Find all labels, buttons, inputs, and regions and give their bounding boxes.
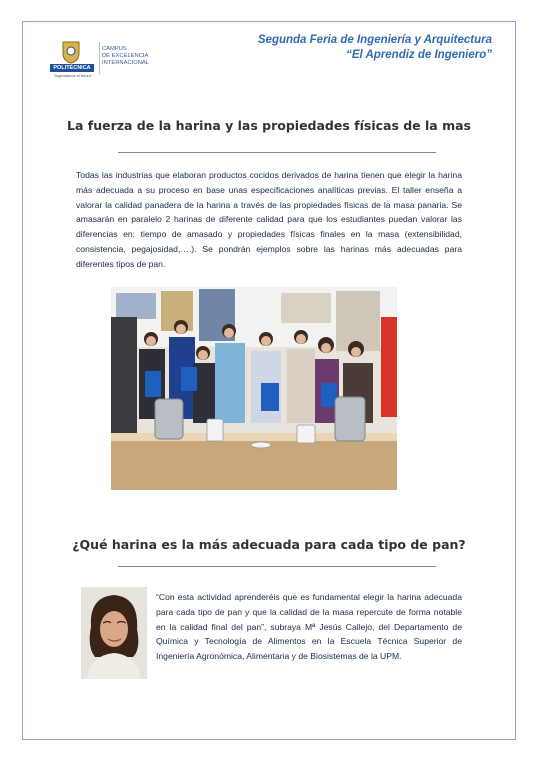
fair-title: Segunda Feria de Ingeniería y Arquitectura — [257, 34, 492, 46]
section-1-paragraph: Todas las industrias que elaboran productos cocidos derivados de harina tienen que elegir la harina más adecuada a su proceso en base unas especificaciones analíticas previas. El taller enseña a valorar la calidad panadera de la harina a través de las propiedades físicas de la masa panaria. Se amasarán en paralelo 2 harinas de diferente calidad para que los estudiantes puedan valorar las diferencias en: tiempo de amasado y propiedades físicas finales en la masa (extensibilidad, consistencia, pegajosidad,….). Se pondrán ejemplos sobre las harinas más adecuadas para diferentes tipos de pan. — [76, 170, 462, 269]
section-2-divider — [118, 566, 436, 567]
section-1-divider — [118, 152, 436, 153]
upm-logo — [50, 40, 150, 80]
speaker-quote: “Con esta actividad aprenderéis que es fundamental elegir la harina adecuada para cada tipo de pan y que la calidad de la masa repercute de forma notable en la calidad final del pan”, subraya Mª Jesús Callejo, del Departamento de Química y Tecnología de Alimentos en la Escuela Técnica Superior de Ingeniería Agronómica, Alimentaria y de Biosistemas de la UPM. — [156, 592, 462, 662]
campus-line-2: DE EXCELENCIA — [102, 53, 149, 59]
campus-label — [102, 46, 149, 67]
speaker-portrait-photo — [81, 587, 147, 679]
upm-crest-icon — [60, 40, 82, 64]
workshop-group-photo — [111, 287, 397, 490]
fair-header — [258, 33, 492, 63]
section-1-title: La fuerza de la harina y las propiedades físicas de la mas — [67, 118, 471, 133]
campus-line-3: INTERNACIONAL — [102, 60, 150, 66]
logo-divider — [99, 42, 100, 74]
institution-name: POLITÉCNICA — [50, 64, 94, 72]
section-2-title: ¿Qué harina es la más adecuada para cada tipo de pan? — [72, 537, 466, 552]
fair-subtitle: “El Aprendiz de Ingeniero” — [346, 49, 492, 61]
campus-line-1: CAMPUS — [102, 46, 127, 52]
institution-tagline: "Ingeniamos el futuro" — [53, 73, 93, 78]
